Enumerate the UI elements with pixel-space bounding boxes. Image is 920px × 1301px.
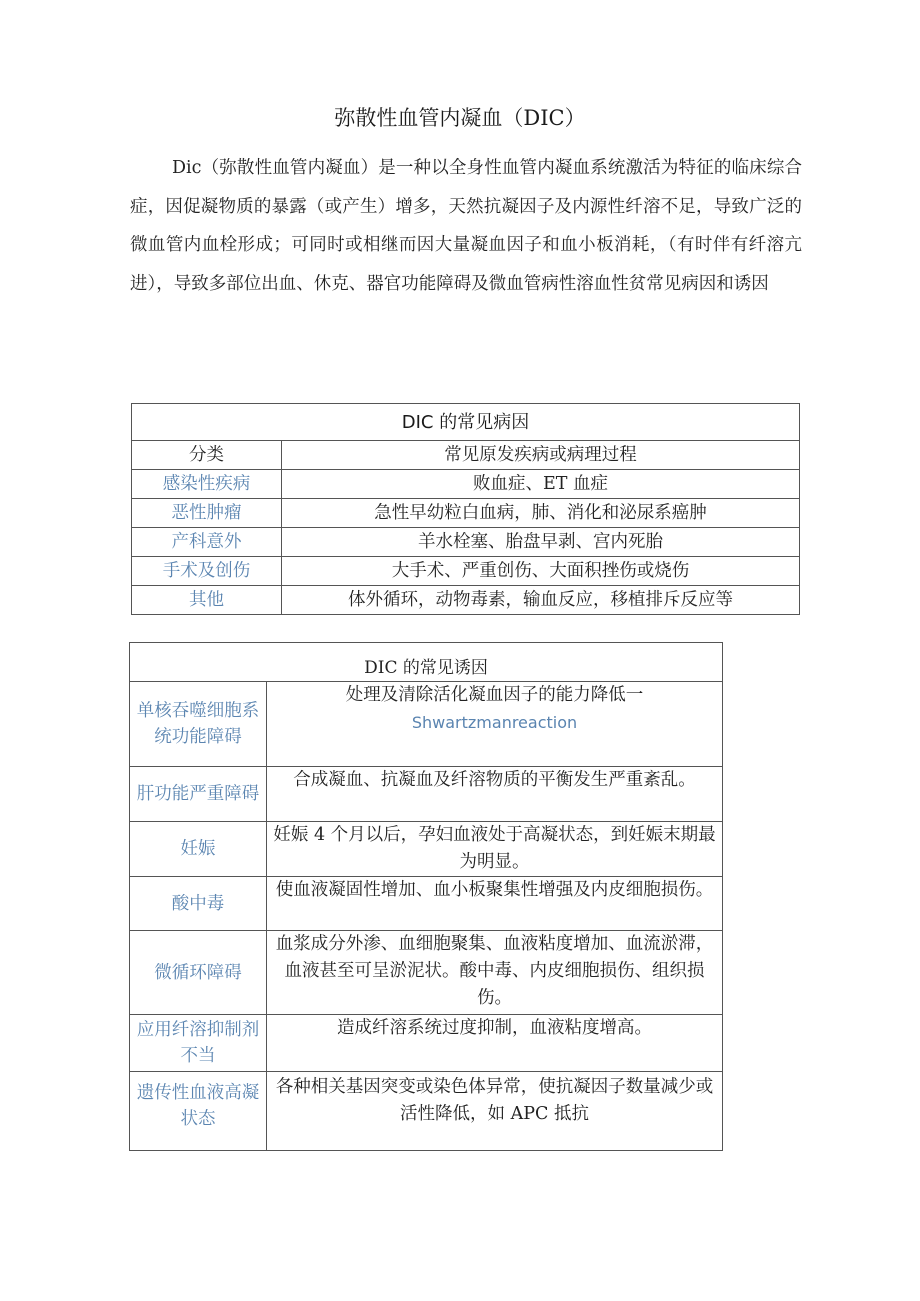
table-row	[130, 1072, 723, 1151]
table-row	[130, 767, 723, 822]
header-detail: 常见原发疾病或病理过程	[282, 441, 800, 470]
causes-table-title: DIC 的常见病因	[132, 404, 800, 441]
trigger-detail: 妊娠 4 个月以后，孕妇血液处于高凝状态，到妊娠末期最为明显。	[267, 822, 723, 877]
cause-detail: 羊水栓塞、胎盘早剥、宫内死胎	[282, 528, 800, 557]
cause-detail: 急性早幼粒白血病，肺、消化和泌尿系癌肿	[282, 499, 800, 528]
table-row	[132, 470, 800, 499]
triggers-table-title: DIC 的常见诱因	[130, 643, 723, 682]
table-row	[132, 528, 800, 557]
trigger-factor: 遗传性血液高凝状态	[130, 1072, 267, 1151]
trigger-detail	[267, 682, 723, 767]
table-row	[130, 682, 723, 767]
trigger-detail: 使血液凝固性增加、血小板聚集性增强及内皮细胞损伤。	[267, 877, 723, 931]
trigger-factor: 酸中毒	[130, 877, 267, 931]
cause-category: 其他	[132, 586, 282, 615]
triggers-table	[129, 642, 723, 1151]
causes-table-header	[132, 441, 800, 470]
cause-detail: 大手术、严重创伤、大面积挫伤或烧伤	[282, 557, 800, 586]
table-row	[130, 931, 723, 1015]
table-row	[132, 499, 800, 528]
header-category: 分类	[132, 441, 282, 470]
cause-category: 产科意外	[132, 528, 282, 557]
trigger-factor: 应用纤溶抑制剂不当	[130, 1015, 267, 1072]
trigger-factor: 微循环障碍	[130, 931, 267, 1015]
table-row	[132, 557, 800, 586]
trigger-detail: 血浆成分外渗、血细胞聚集、血液粘度增加、血流淤滞，血液甚至可呈淤泥状。酸中毒、内皮细胞损伤、组织损伤。	[267, 931, 723, 1015]
trigger-factor: 单核吞噬细胞系统功能障碍	[130, 682, 267, 767]
table-row	[130, 1015, 723, 1072]
cause-category: 恶性肿瘤	[132, 499, 282, 528]
table-row	[130, 822, 723, 877]
cause-category: 感染性疾病	[132, 470, 282, 499]
table-row	[132, 586, 800, 615]
trigger-detail-text: 处理及清除活化凝血因子的能力降低一	[345, 685, 644, 705]
page-title: 弥散性血管内凝血（DIC）	[334, 106, 586, 130]
intro-paragraph: Dic（弥散性血管内凝血）是一种以全身性血管内凝血系统激活为特征的临床综合症，因促凝物质的暴露（或产生）增多，天然抗凝因子及内源性纤溶不足，导致广泛的微血管内血栓形成；可同时或相继而因大量凝血因子和血小板消耗，（有时伴有纤溶亢进），导致多部位出血、休克、器官功能障碍及微血管病性溶血性贫常见病因和诱因	[130, 158, 802, 294]
trigger-factor: 肝功能严重障碍	[130, 767, 267, 822]
trigger-detail: 各种相关基因突变或染色体异常，使抗凝因子数量减少或活性降低，如 APC 抵抗	[267, 1072, 723, 1151]
trigger-detail: 合成凝血、抗凝血及纤溶物质的平衡发生严重紊乱。	[267, 767, 723, 822]
causes-table	[131, 403, 800, 615]
cause-category: 手术及创伤	[132, 557, 282, 586]
trigger-detail-term: Shwartzmanreaction	[411, 713, 578, 732]
trigger-factor: 妊娠	[130, 822, 267, 877]
cause-detail: 体外循环，动物毒素，输血反应，移植排斥反应等	[282, 586, 800, 615]
table-row	[130, 877, 723, 931]
trigger-detail: 造成纤溶系统过度抑制，血液粘度增高。	[267, 1015, 723, 1072]
cause-detail: 败血症、ET 血症	[282, 470, 800, 499]
